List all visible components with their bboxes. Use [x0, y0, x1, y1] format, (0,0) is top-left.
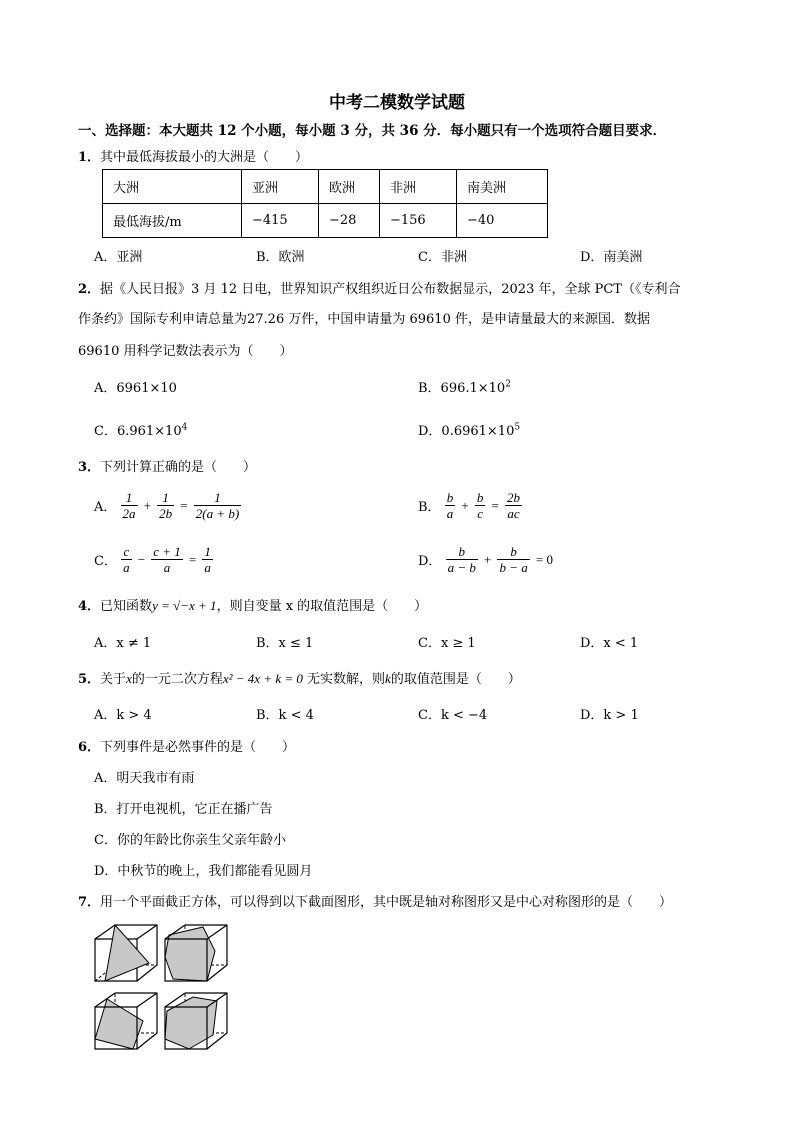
option-c[interactable]: [94, 544, 213, 575]
fraction: [121, 544, 132, 575]
denominator: c: [477, 506, 483, 521]
operator: =: [491, 497, 499, 513]
table-cell: 最低海拔/m: [103, 204, 242, 238]
question-2-line-3: 69610 用科学记数法表示为（ ）: [78, 344, 293, 359]
option-d[interactable]: D．中秋节的晚上，我们都能看见圆月: [94, 864, 313, 879]
table-cell: −156: [380, 204, 457, 238]
numerator: 1: [121, 490, 138, 506]
option-c[interactable]: C．k < −4: [418, 708, 488, 723]
question-2-line-1: [78, 278, 680, 297]
operator: +: [143, 497, 152, 513]
question-number: 5．: [78, 672, 101, 687]
fraction: [475, 490, 486, 521]
question-6: [78, 736, 295, 755]
numerator: b: [446, 490, 454, 505]
option-text: D．0.6961×10: [418, 424, 515, 439]
option-label: D．: [418, 554, 442, 569]
variable: x: [126, 671, 132, 686]
operator: +: [461, 497, 469, 513]
table-cell: 亚洲: [242, 170, 319, 204]
operator: = 0: [535, 551, 553, 567]
numerator: b: [446, 544, 478, 560]
cube-section-figure-1: [93, 923, 159, 985]
option-a[interactable]: A．6961×10: [94, 381, 177, 396]
denominator: a: [163, 560, 171, 575]
function-formula: y = √−x + 1: [152, 598, 217, 613]
numerator: b: [497, 544, 529, 560]
table-cell: −40: [457, 204, 548, 238]
option-d[interactable]: D．k > 1: [580, 708, 639, 723]
question-text: 已知函数: [100, 599, 153, 614]
option-a[interactable]: A．k > 4: [94, 708, 152, 723]
operator: =: [188, 551, 197, 567]
fraction: [202, 544, 213, 575]
question-text: 其中最低海拔最小的大洲是（ ）: [100, 150, 309, 165]
variable: k: [385, 671, 391, 686]
fraction: [194, 490, 241, 521]
denominator: 2b: [159, 506, 173, 521]
option-label: A．: [94, 500, 117, 515]
option-d[interactable]: D．南美洲: [580, 250, 643, 265]
fraction: [505, 490, 522, 521]
cube-section-figure-3: [93, 991, 159, 1053]
question-number: 7．: [78, 895, 101, 910]
question-number: 2．: [78, 282, 101, 297]
option-a[interactable]: A．明天我市有雨: [94, 771, 195, 786]
option-d[interactable]: [418, 544, 555, 575]
denominator: b − a: [499, 560, 528, 575]
option-c[interactable]: C．x ≥ 1: [418, 636, 476, 651]
numerator: c + 1: [153, 544, 181, 559]
fraction: [121, 490, 138, 521]
denominator: a: [123, 560, 130, 575]
option-a[interactable]: [94, 490, 241, 521]
fraction: [151, 544, 183, 575]
question-text: 的一元二次方程: [131, 672, 223, 687]
fraction: [157, 490, 174, 521]
numerator: 1: [194, 490, 241, 506]
table-cell: 欧洲: [319, 170, 380, 204]
table-cell: −28: [319, 204, 380, 238]
option-d[interactable]: D．x < 1: [580, 636, 639, 651]
question-7: [78, 891, 672, 910]
question-1: [78, 146, 308, 165]
table-header-row: [103, 170, 548, 204]
denominator: ac: [507, 506, 520, 521]
table-cell: −415: [242, 204, 319, 238]
denominator: 2(a + b): [195, 506, 240, 521]
table-row: [103, 204, 548, 238]
numerator: c: [121, 544, 132, 560]
fraction: [445, 490, 456, 521]
question-number: 3．: [78, 460, 101, 475]
cube-section-figure-4: [163, 991, 229, 1053]
operator: =: [180, 497, 188, 513]
option-b[interactable]: B．打开电视机，它正在播广告: [94, 802, 273, 817]
question-text: 用一个平面截正方体，可以得到以下截面图形，其中既是轴对称图形又是中心对称图形的是（ ）: [100, 895, 673, 910]
question-5: [78, 668, 521, 687]
numerator: b: [476, 490, 484, 505]
cube-section-figure-2: [163, 923, 229, 985]
denominator: a: [204, 560, 211, 575]
question-4: [78, 595, 427, 614]
question-text: 无实数解，则: [307, 672, 386, 687]
question-number: 4．: [78, 599, 101, 614]
denominator: 2a: [122, 506, 136, 521]
option-d[interactable]: [418, 420, 520, 439]
option-b[interactable]: B．x ≤ 1: [256, 636, 314, 651]
numerator: 1: [157, 490, 174, 506]
equation: x² − 4x + k = 0: [222, 671, 303, 686]
numerator: 2b: [506, 490, 520, 505]
exponent: 4: [181, 422, 188, 433]
option-b[interactable]: [418, 490, 522, 521]
question-text: 据《人民日报》3 月 12 日电，世界知识产权组织近日公布数据显示，2023 年，全球 PCT（《专利合: [100, 282, 681, 297]
question-3: [78, 456, 256, 475]
table-cell: 大洲: [103, 170, 242, 204]
option-label: B．: [418, 500, 441, 515]
fraction: [497, 544, 529, 575]
altitude-table: [102, 169, 548, 238]
question-number: 1．: [78, 150, 101, 165]
section-heading: 一、选择题：本大题共 12 个小题，每小题 3 分，共 36 分．每小题只有一个选项符合题目要求．: [78, 123, 667, 139]
question-text: 下列计算正确的是（ ）: [100, 460, 257, 475]
page-title: 中考二模数学试题: [329, 93, 465, 113]
fraction: [446, 544, 478, 575]
operator: −: [137, 551, 146, 567]
option-b[interactable]: B．欧洲: [256, 250, 305, 265]
option-b[interactable]: B．k < 4: [256, 708, 314, 723]
numerator: 1: [204, 544, 211, 559]
denominator: a: [446, 506, 454, 521]
question-number: 6．: [78, 740, 101, 755]
question-2-line-2: 作条约》国际专利申请总量为27.26 万件，中国申请量为 69610 件，是申请量最大的来源国．数据: [78, 312, 650, 327]
option-b[interactable]: [418, 377, 511, 396]
question-text: 的取值范围是（ ）: [390, 672, 521, 687]
table-cell: 非洲: [380, 170, 457, 204]
option-c[interactable]: C．非洲: [418, 250, 467, 265]
exponent: 2: [505, 379, 511, 390]
question-text: ，则自变量 x 的取值范围是（ ）: [216, 599, 428, 614]
question-text: 关于: [100, 672, 127, 687]
option-c[interactable]: C．你的年龄比你亲生父亲年龄小: [94, 833, 286, 848]
option-a[interactable]: A．亚洲: [94, 250, 143, 265]
question-text: 下列事件是必然事件的是（ ）: [100, 740, 296, 755]
option-label: C．: [94, 554, 117, 569]
exponent: 5: [514, 422, 521, 433]
option-a[interactable]: A．x ≠ 1: [94, 636, 152, 651]
option-text: C．6.961×10: [94, 424, 182, 439]
operator: +: [484, 551, 492, 567]
denominator: a − b: [447, 560, 476, 575]
table-cell: 南美洲: [457, 170, 548, 204]
option-text: B．696.1×10: [418, 381, 506, 396]
option-c[interactable]: [94, 420, 187, 439]
